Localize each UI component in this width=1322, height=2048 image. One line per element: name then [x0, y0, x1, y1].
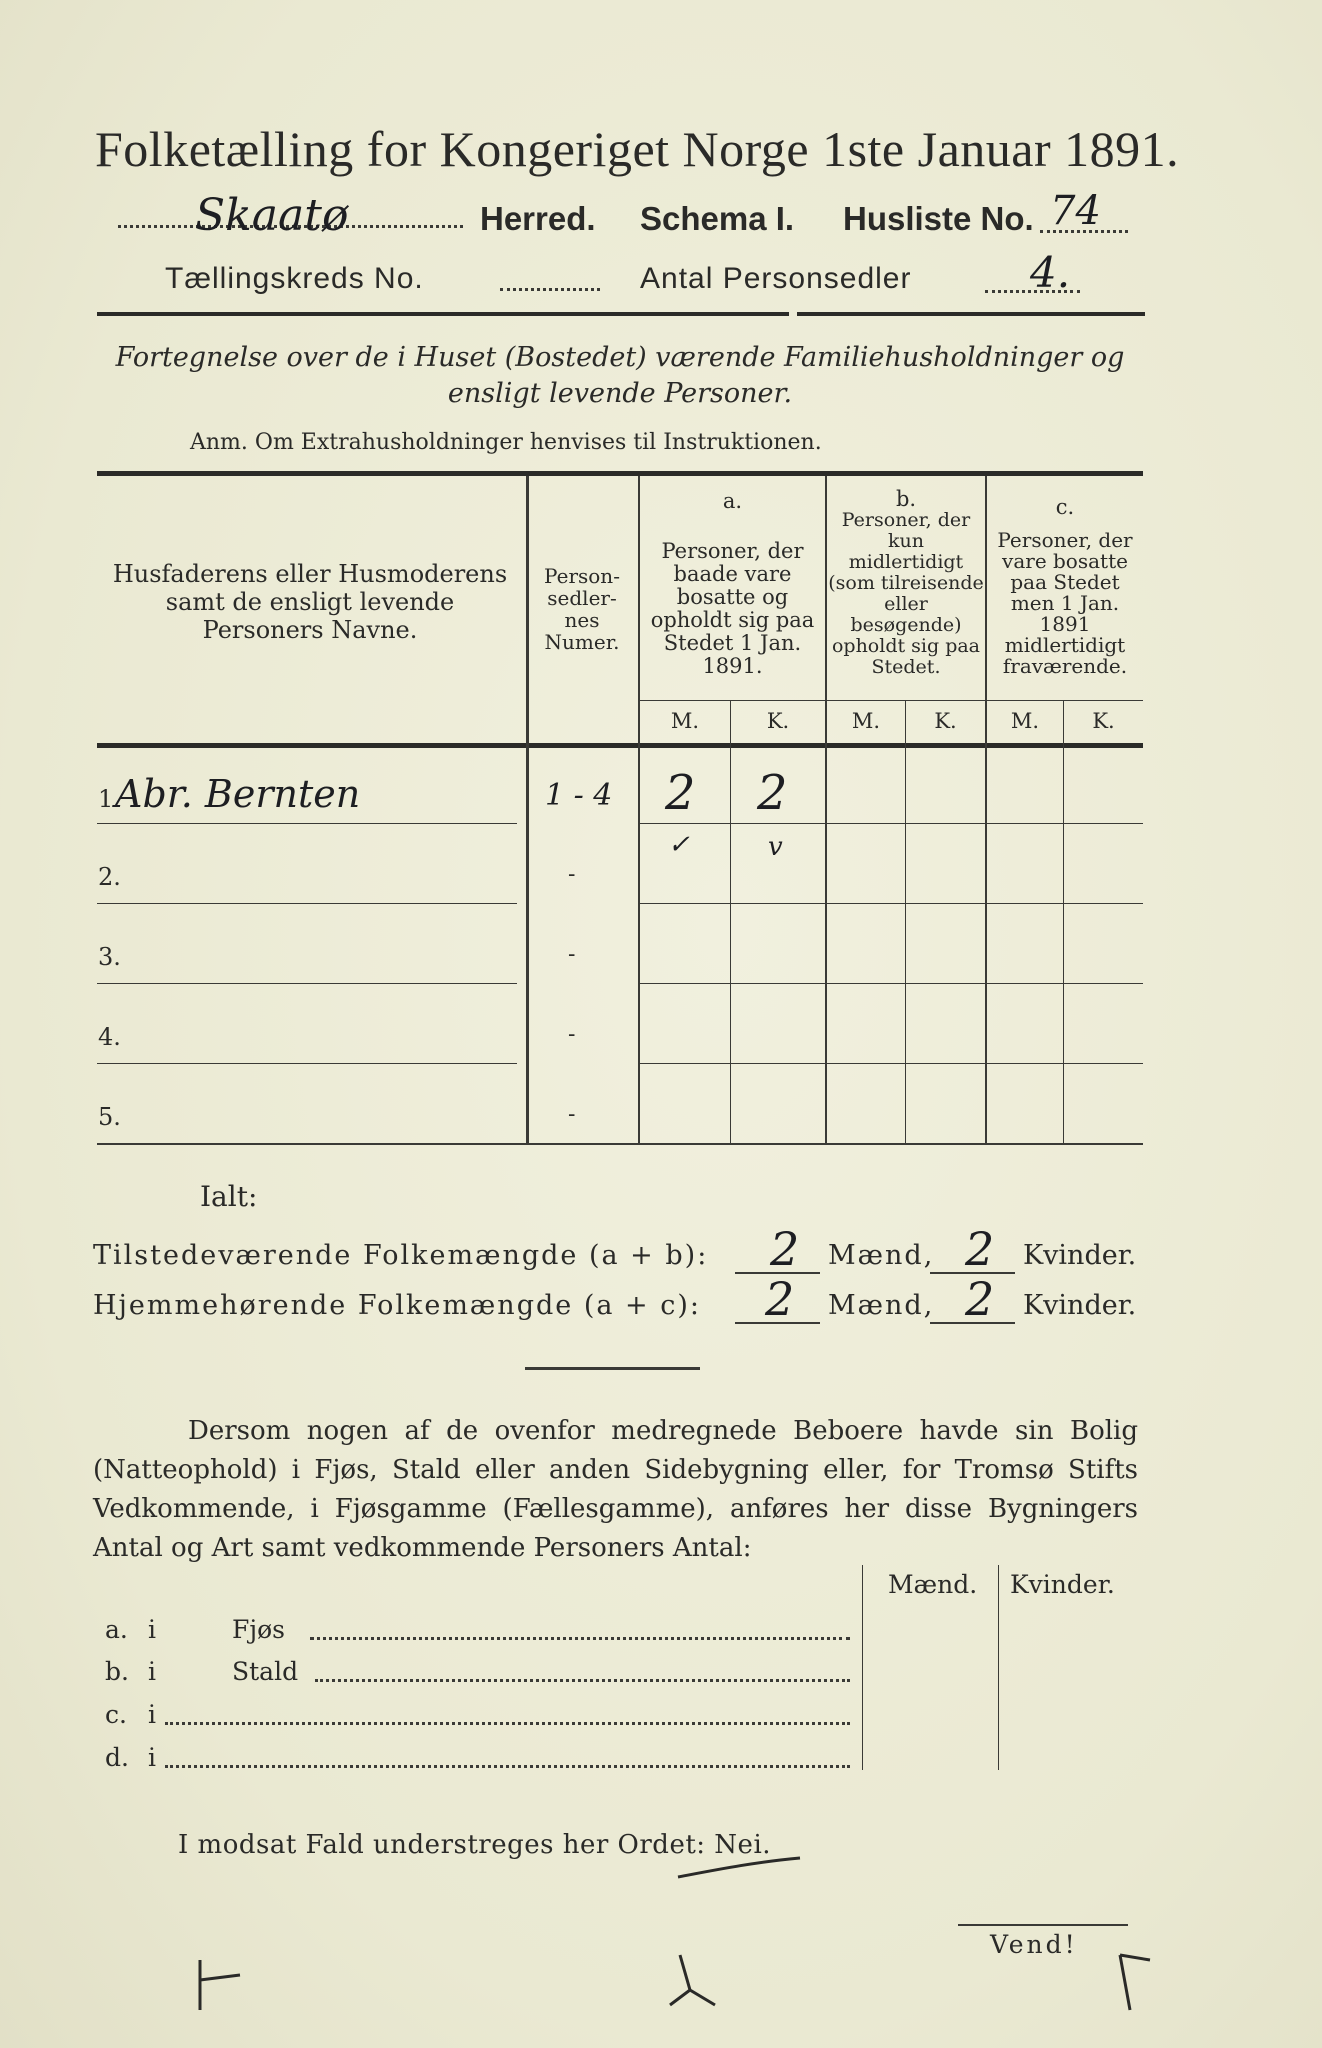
row-name: Abr. Bernten: [115, 772, 361, 816]
tilstede-m-value: 2: [770, 1222, 800, 1276]
col-divider-1: [526, 476, 529, 1144]
tilstede-maend: Mænd,: [828, 1240, 935, 1271]
row-a-m-check: ✓: [668, 830, 690, 860]
annotation-note: Anm. Om Extrahusholdninger henvises til Instruktionen.: [190, 430, 822, 455]
ialt-label: Ialt:: [200, 1180, 258, 1213]
row-numer: -: [568, 1102, 576, 1127]
buildings-divider-1: [862, 1565, 863, 1770]
row-line-2: [97, 903, 517, 904]
separator-rule: [525, 1367, 700, 1370]
building-dotline: [165, 1722, 850, 1725]
col-divider-b-mk: [905, 700, 906, 1144]
row-a-m: 2: [665, 765, 696, 821]
col-divider-4: [985, 476, 987, 1144]
tilstede-label: Tilstedeværende Folkemængde (a + b):: [93, 1240, 709, 1271]
building-dotline: [310, 1637, 850, 1640]
row-number: 1: [98, 785, 114, 813]
row-numer: -: [568, 862, 576, 887]
building-letter: d.: [105, 1743, 129, 1772]
col-header-a-letter: a.: [722, 489, 743, 513]
hjemme-k-value: 2: [965, 1272, 995, 1326]
herred-value: Skaatø: [195, 190, 349, 241]
modsat-text: I modsat Fald understreges her Ordet: Nei.: [178, 1830, 772, 1860]
binding-mark-left: [190, 1955, 250, 2015]
hjemme-label: Hjemmehørende Folkemængde (a + c):: [93, 1290, 701, 1321]
tilstede-kvinder: Kvinder.: [1023, 1240, 1137, 1271]
buildings-paragraph: Dersom nogen af de ovenfor medregnede Beboere havde sin Bolig (Natteophold) i Fjøs, Stald eller anden Sidebygning eller, for Tromsø Stifts Vedkommende, i Fjøsgamme (Fællesgamme), anføres her disse Bygningers Antal og Art samt vedkommende Personers Antal:: [93, 1416, 1138, 1563]
row-line-4: [97, 1063, 517, 1064]
b-subhead-rule: [827, 700, 985, 701]
row-number: 2.: [98, 863, 121, 891]
husliste-value: 74: [1050, 188, 1101, 234]
row-numer: -: [568, 1022, 576, 1047]
col-header-c-text: Personer, der vare bosatte paa Stedet men 1 Jan. 1891 midlertidigt fraværende.: [997, 528, 1133, 678]
vend-rule: [958, 1924, 1128, 1926]
row-line-1b: [640, 823, 1143, 824]
col-a-k: K.: [766, 709, 790, 733]
building-i: i: [148, 1700, 156, 1729]
building-letter: b.: [105, 1657, 129, 1686]
row-line-4b: [640, 1063, 1143, 1064]
row-number: 5.: [98, 1103, 121, 1131]
col-a-m: M.: [670, 709, 700, 733]
col-header-numer: Person-sedler-nes Numer.: [544, 564, 620, 654]
building-i: i: [148, 1743, 156, 1772]
col-divider-c-mk: [1063, 700, 1064, 1144]
col-c-m: M.: [1010, 709, 1040, 733]
col-header-c-letter: c.: [1055, 495, 1075, 519]
row-a-k-check: v: [768, 832, 783, 862]
buildings-col-maend: Mænd.: [888, 1570, 978, 1599]
col-divider-3: [825, 476, 827, 1144]
antal-label: Antal Personsedler: [640, 262, 912, 295]
row-number: 3.: [98, 943, 121, 971]
c-subhead-rule: [987, 700, 1143, 701]
building-i: i: [148, 1657, 156, 1686]
kreds-dotline: [500, 288, 600, 291]
building-i: i: [148, 1615, 156, 1644]
herred-label: Herred.: [480, 200, 596, 237]
schema-label: Schema I.: [640, 200, 795, 237]
row-numer: -: [568, 942, 576, 967]
hjemme-kvinder: Kvinder.: [1023, 1290, 1137, 1321]
col-b-m: M.: [851, 709, 881, 733]
building-letter: c.: [105, 1700, 127, 1729]
col-c-k: K.: [1092, 709, 1115, 733]
buildings-col-kvinder: Kvinder.: [1010, 1570, 1115, 1599]
col-b-k: K.: [934, 709, 957, 733]
form-title: Folketælling for Kongeriget Norge 1ste Januar 1891.: [95, 121, 1180, 177]
nei-underline: [675, 1852, 805, 1882]
col-header-names: Husfaderens eller Husmoderens samt de ensligt levende Personers Navne.: [112, 560, 508, 644]
building-label: Stald: [232, 1657, 299, 1686]
hjemme-m-value: 2: [765, 1272, 795, 1326]
building-dotline: [315, 1679, 850, 1682]
binding-mark-center: [660, 1950, 720, 2010]
col-divider-a-mk: [730, 700, 731, 1144]
row-line-2b: [640, 903, 1143, 904]
vend-text: Vend!: [990, 1930, 1078, 1959]
description-text: Fortegnelse over de i Huset (Bostedet) værende Familiehusholdninger og ensligt levende Personer.: [115, 342, 1125, 409]
hjemme-maend: Mænd,: [828, 1290, 935, 1321]
row-number: 4.: [98, 1023, 121, 1051]
row-line-1: [97, 823, 517, 824]
antal-value: 4.: [1030, 248, 1071, 297]
col-header-a-text: Personer, der baade vare bosatte og opholdt sig paa Stedet 1 Jan. 1891.: [650, 539, 815, 678]
col-divider-2: [638, 476, 640, 1144]
a-subhead-rule: [640, 700, 825, 701]
tilstede-k-value: 2: [965, 1222, 995, 1276]
row-numer: 1 - 4: [545, 778, 613, 813]
row-a-k: 2: [757, 765, 788, 821]
col-header-b-letter: b.: [895, 487, 917, 511]
building-dotline: [165, 1765, 850, 1768]
row-line-3b: [640, 983, 1143, 984]
building-letter: a.: [105, 1615, 128, 1644]
header-rule-right: [797, 312, 1145, 316]
header-rule-left: [97, 312, 789, 316]
binding-mark-right: [1100, 1940, 1160, 2020]
buildings-divider-2: [998, 1565, 999, 1770]
kreds-label: Tællingskreds No.: [165, 262, 424, 295]
col-header-b-text: Personer, der kun midlertidigt (som tilreisende eller besøgende) opholdt sig paa Stedet.: [828, 509, 984, 678]
husliste-label: Husliste No.: [843, 200, 1034, 237]
row-line-3: [97, 983, 517, 984]
building-label: Fjøs: [232, 1615, 285, 1644]
